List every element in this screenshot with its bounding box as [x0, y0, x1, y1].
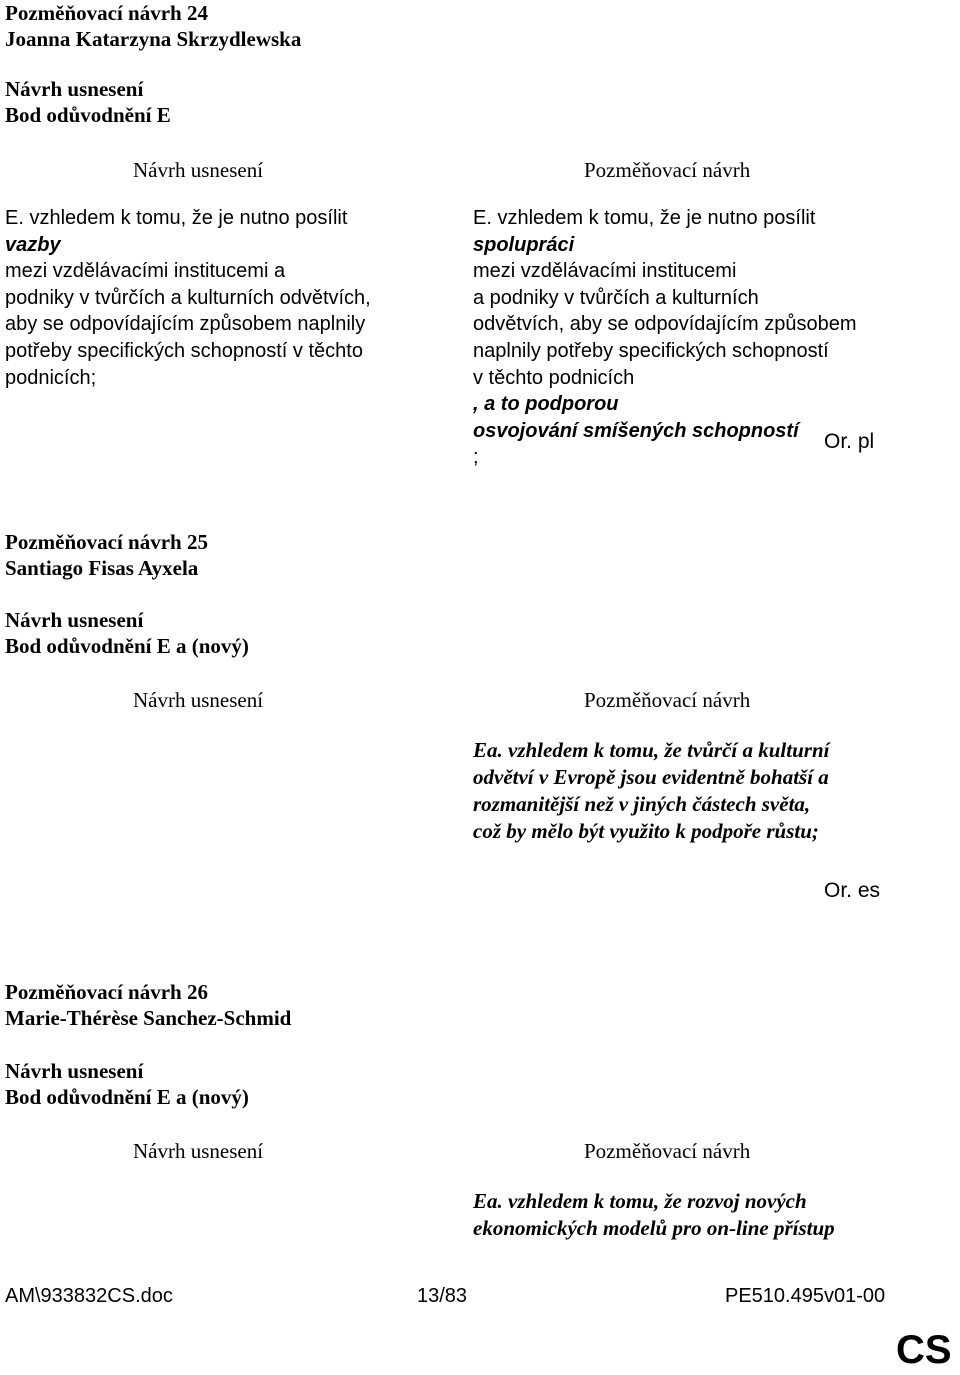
right-column-heading: Pozměňovací návrh — [584, 688, 751, 712]
text-line: v těchto podnicích , a to podporou — [473, 366, 635, 416]
footer-pe-number: PE510.495v01-00 — [725, 1285, 886, 1307]
text-line: Ea. vzhledem k tomu, že rozvoj nových — [473, 1189, 807, 1213]
amendment-24-target — [5, 76, 171, 128]
text-line: a podniky v tvůrčích a kulturních — [473, 286, 759, 309]
left-column-heading: Návrh usnesení — [133, 1139, 264, 1163]
footer-page-number: 13/83 — [417, 1285, 468, 1307]
footer-document-reference: AM\933832CS.doc — [5, 1285, 173, 1307]
document-type: Návrh usnesení — [5, 1059, 144, 1083]
footer-language-code: CS — [896, 1328, 952, 1372]
amendment-author: Marie-Thérèse Sanchez-Schmid — [5, 1006, 292, 1030]
text-line: aby se odpovídajícím způsobem naplnily — [5, 313, 366, 336]
text-line: podniky v tvůrčích a kulturních odvětvích, — [5, 286, 371, 309]
text-line: osvojování smíšených schopností ; — [473, 419, 799, 469]
amended-text — [473, 1188, 913, 1242]
target-paragraph: Bod odůvodnění E a (nový) — [5, 634, 249, 658]
document-type: Návrh usnesení — [5, 608, 144, 632]
text-line: E. vzhledem k tomu, že je nutno posílit — [473, 207, 816, 229]
target-paragraph: Bod odůvodnění E a (nový) — [5, 1085, 249, 1109]
right-column-heading: Pozměňovací návrh — [584, 1139, 751, 1163]
left-column-heading: Návrh usnesení — [133, 158, 264, 182]
text-line: naplnily potřeby specifických schopností — [473, 339, 829, 362]
amendment-26-header — [5, 979, 291, 1031]
amendment-26-target — [5, 1058, 249, 1110]
text-line: potřeby specifických schopností v těchto — [5, 339, 363, 362]
text-line: E. vzhledem k tomu, že je nutno posílit — [5, 207, 348, 229]
text-line: Ea. vzhledem k tomu, že tvůrčí a kulturní — [473, 738, 830, 762]
left-column-heading: Návrh usnesení — [133, 688, 264, 712]
text-line: spolupráci mezi vzdělávacími institucemi — [473, 233, 737, 283]
amendment-number: Pozměňovací návrh 24 — [5, 1, 208, 25]
text-line: odvětvích, aby se odpovídajícím způsobem — [473, 313, 857, 336]
amendment-24-header — [5, 0, 301, 52]
original-text — [5, 205, 425, 391]
amendment-author: Santiago Fisas Ayxela — [5, 556, 199, 580]
document-type: Návrh usnesení — [5, 77, 144, 101]
amendment-number: Pozměňovací návrh 25 — [5, 530, 208, 554]
amendment-25-target — [5, 607, 249, 659]
text-line: což by mělo být využito k podpoře růstu; — [473, 819, 819, 843]
text-line: odvětví v Evropě jsou evidentně bohatší a — [473, 765, 829, 789]
amendment-number: Pozměňovací návrh 26 — [5, 980, 208, 1004]
right-column-heading: Pozměňovací návrh — [584, 158, 751, 182]
target-paragraph: Bod odůvodnění E — [5, 103, 171, 127]
original-language-label: Or. pl — [824, 430, 875, 453]
text-line: vazby mezi vzdělávacími institucemi a — [5, 233, 286, 283]
amended-text — [473, 737, 913, 845]
amendment-author: Joanna Katarzyna Skrzydlewska — [5, 27, 302, 51]
text-line: podnicích; — [5, 366, 97, 389]
text-line: rozmanitější než v jiných částech světa, — [473, 792, 811, 816]
amendment-25-header — [5, 529, 208, 581]
original-language-label: Or. es — [824, 879, 881, 902]
text-line: ekonomických modelů pro on-line přístup — [473, 1216, 835, 1240]
